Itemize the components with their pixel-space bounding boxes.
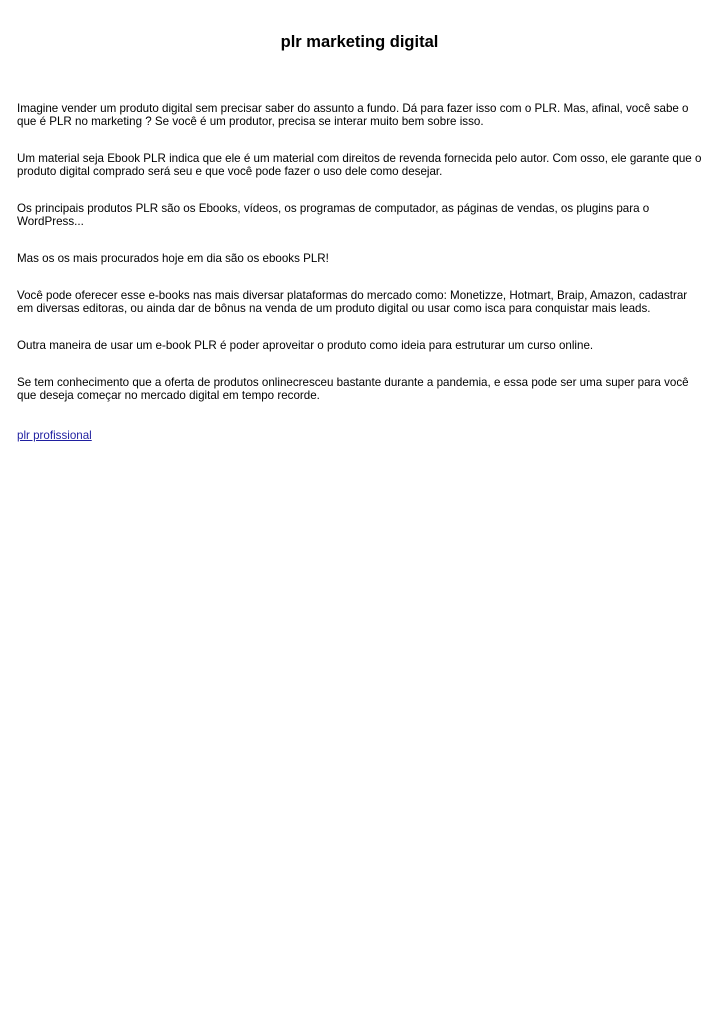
paragraph-pandemic: Se tem conhecimento que a oferta de produtos onlinecresceu bastante durante a pandemia, e essa pode ser uma super para você que deseja começar no mercado digital em tempo recorde.: [17, 376, 689, 402]
document-body: [17, 102, 703, 444]
paragraph-main-products: Os principais produtos PLR são os Ebooks, vídeos, os programas de computador, as páginas de vendas, os plugins para o WordPress...: [17, 202, 650, 228]
paragraph-platforms: Você pode oferecer esse e-books nas mais diversar plataformas do mercado como: Monetizze, Hotmart, Braip, Amazon, cadastrar em diversas editoras, ou ainda dar de bônus na venda de um produto digital ou usar como isca para conquistar mais leads.: [17, 289, 688, 315]
paragraph-most-wanted: Mas os os mais procurados hoje em dia são os ebooks PLR!: [17, 252, 329, 265]
paragraph-ebook-plr: Um material seja Ebook PLR indica que ele é um material com direitos de revenda fornecida pelo autor. Com osso, ele garante que o produto digital comprado será seu e que você pode fazer o uso dele como desejar.: [17, 152, 702, 178]
paragraph-intro: Imagine vender um produto digital sem precisar saber do assunto a fundo. Dá para fazer isso com o PLR. Mas, afinal, você sabe o que é PLR no marketing ? Se você é um produtor, precisa se interar muito bem sobre isso.: [17, 102, 689, 128]
plr-profissional-link[interactable]: plr profissional: [17, 429, 92, 442]
page-title: plr marketing digital: [280, 33, 439, 51]
paragraph-course-idea: Outra maneira de usar um e-book PLR é poder aproveitar o produto como ideia para estruturar um curso online.: [17, 339, 594, 352]
